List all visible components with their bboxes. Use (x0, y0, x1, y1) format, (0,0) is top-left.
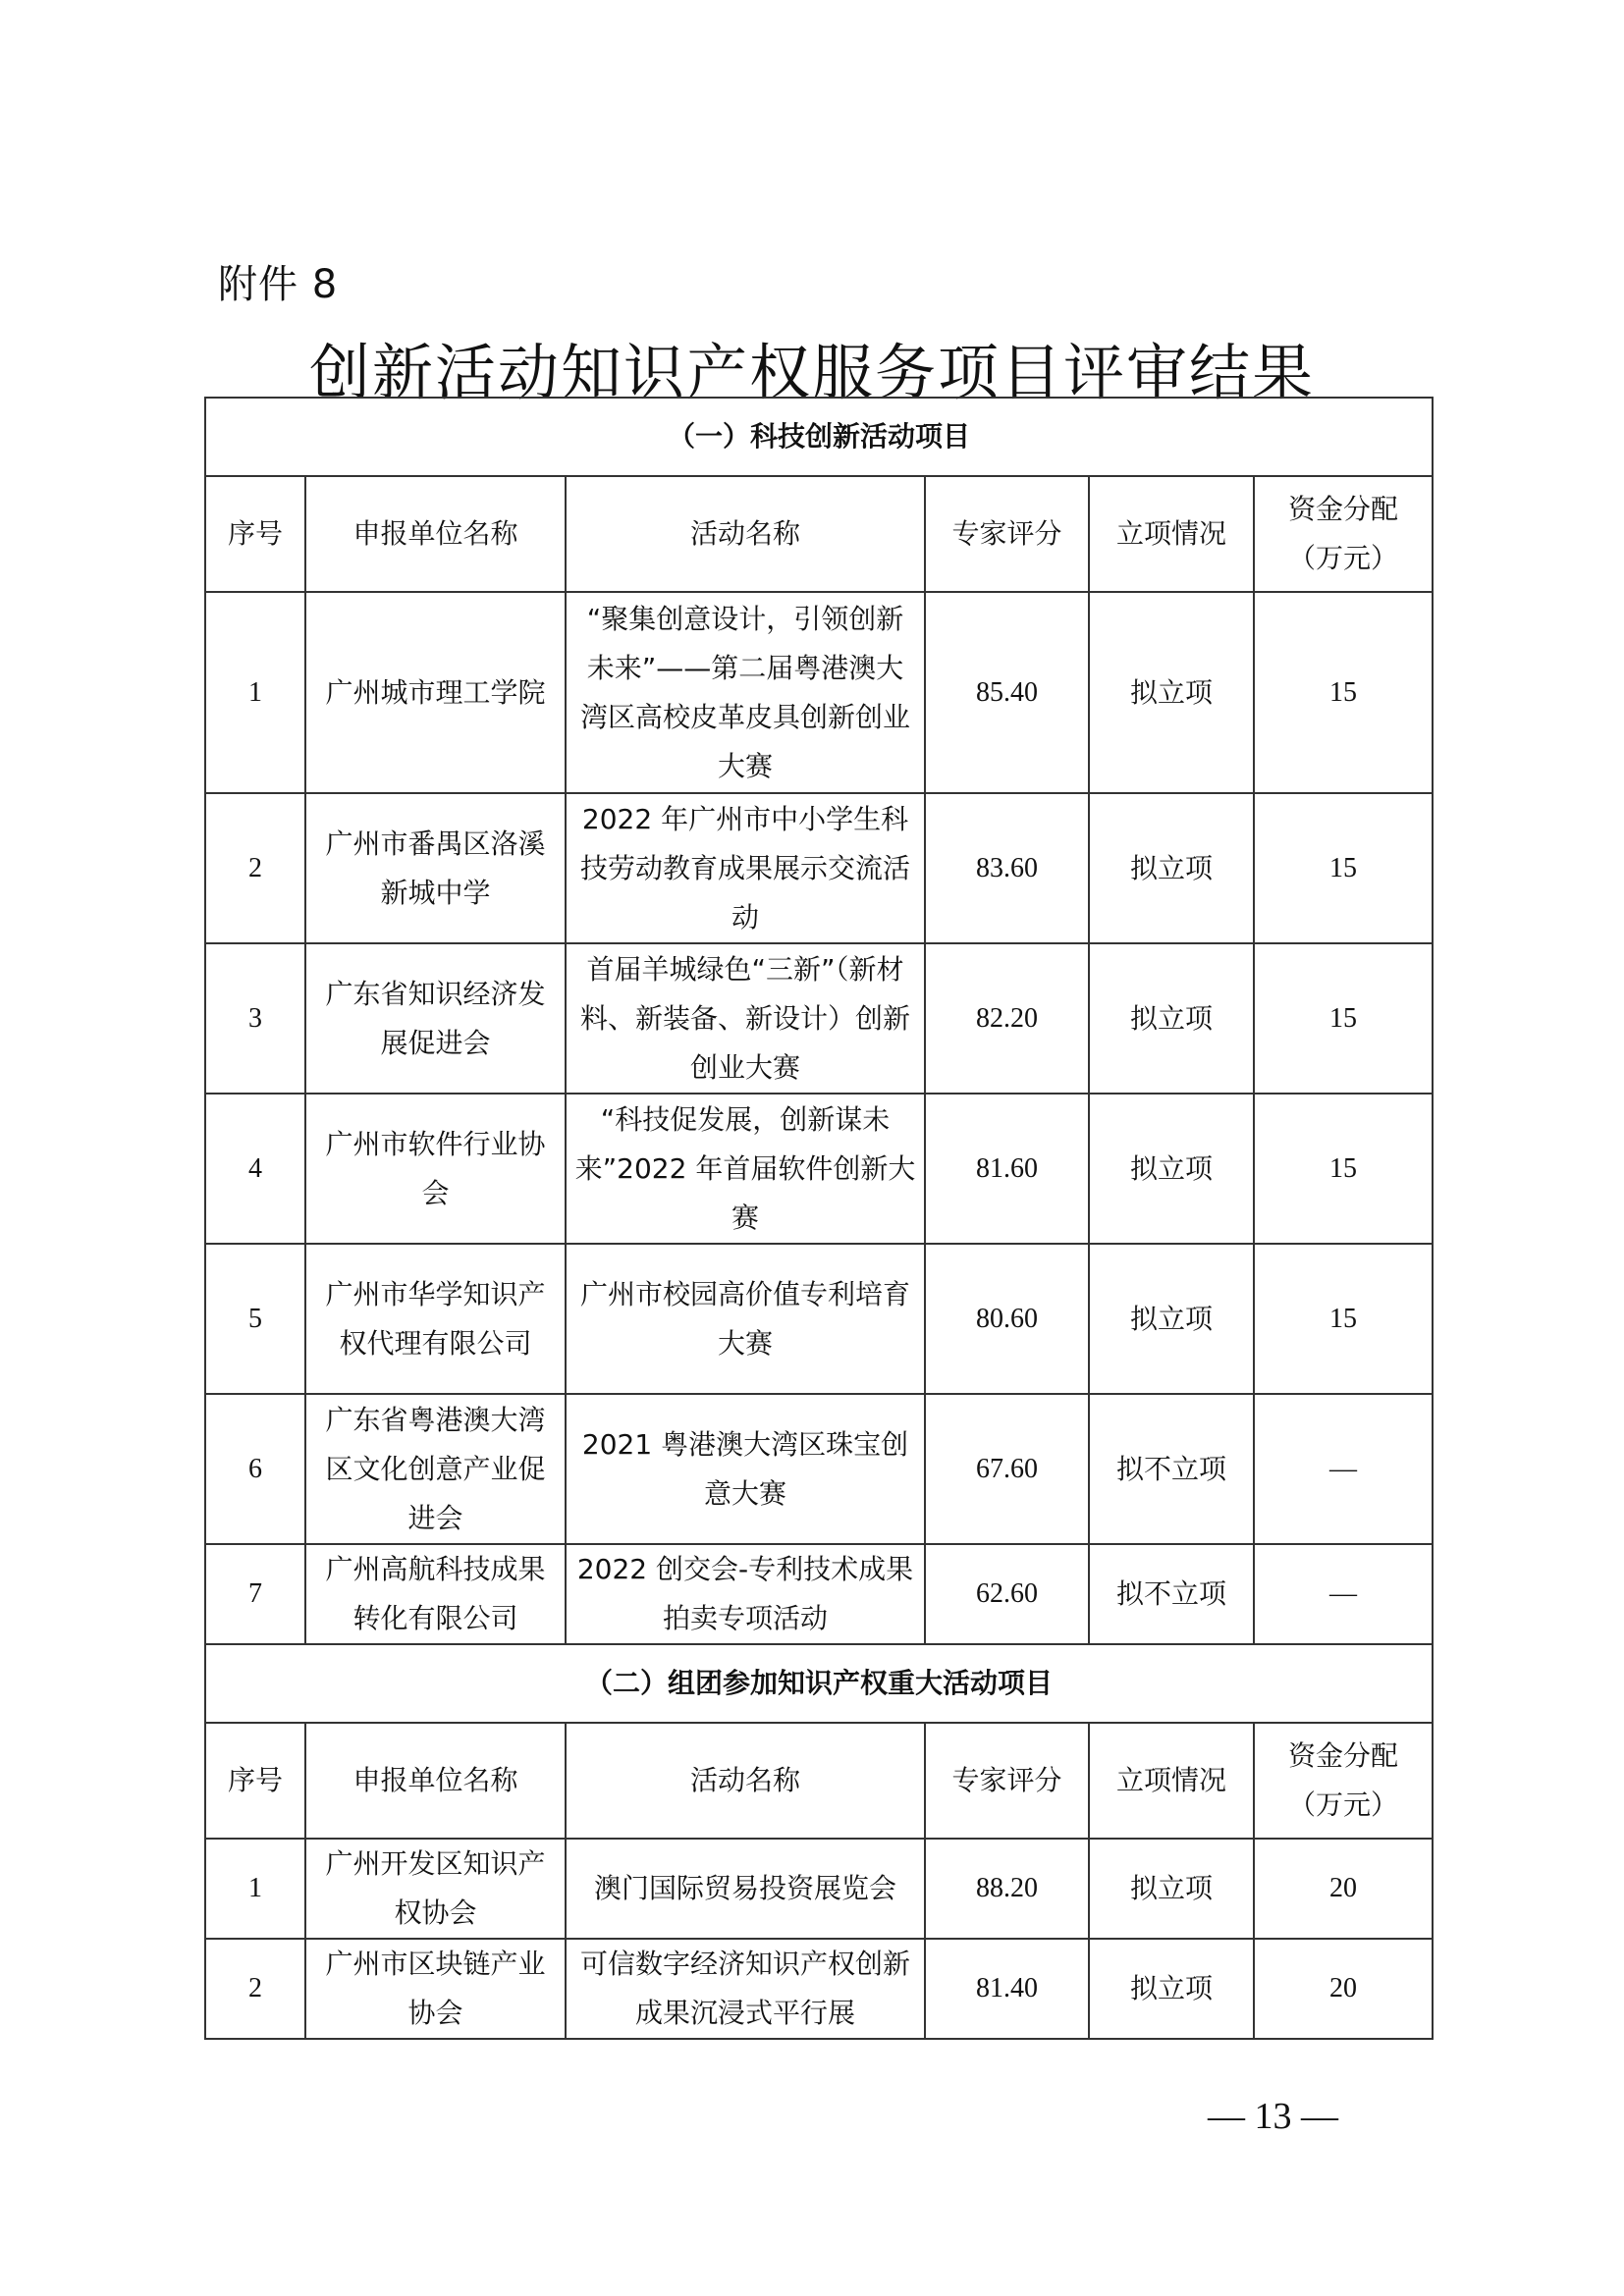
cell-no: 7 (205, 1544, 305, 1644)
cell-unit: 广州城市理工学院 (305, 592, 566, 793)
table-row (205, 592, 1433, 793)
cell-fund: 15 (1254, 943, 1433, 1094)
table-row (205, 1094, 1433, 1244)
table-row (205, 1544, 1433, 1644)
attachment-label: 附件 8 (218, 262, 339, 307)
col-header-unit: 申报单位名称 (305, 1723, 566, 1839)
cell-status: 拟立项 (1089, 943, 1254, 1094)
cell-score: 81.40 (925, 1939, 1089, 2039)
cell-status: 拟不立项 (1089, 1394, 1254, 1544)
cell-status: 拟立项 (1089, 793, 1254, 943)
table-row (205, 1394, 1433, 1544)
cell-activity: 首届羊城绿色“三新”（新材料、新装备、新设计）创新创业大赛 (566, 943, 925, 1094)
col-header-activity: 活动名称 (566, 1723, 925, 1839)
cell-no: 2 (205, 793, 305, 943)
cell-fund: 15 (1254, 1094, 1433, 1244)
cell-activity: “科技促发展，创新谋未来”2022 年首届软件创新大赛 (566, 1094, 925, 1244)
cell-unit: 广州市番禺区洛溪新城中学 (305, 793, 566, 943)
col-header-score: 专家评分 (925, 476, 1089, 592)
cell-status: 拟立项 (1089, 1244, 1254, 1394)
cell-fund: — (1254, 1544, 1433, 1644)
cell-activity: 2022 创交会-专利技术成果拍卖专项活动 (566, 1544, 925, 1644)
cell-status: 拟立项 (1089, 1094, 1254, 1244)
cell-no: 2 (205, 1939, 305, 2039)
cell-unit: 广州市华学知识产权代理有限公司 (305, 1244, 566, 1394)
cell-unit: 广州开发区知识产权协会 (305, 1839, 566, 1939)
section-heading-row (205, 1644, 1433, 1723)
cell-score: 82.20 (925, 943, 1089, 1094)
col-header-score: 专家评分 (925, 1723, 1089, 1839)
cell-score: 62.60 (925, 1544, 1089, 1644)
page-number: — 13 — (1208, 2096, 1338, 2137)
col-header-no: 序号 (205, 1723, 305, 1839)
cell-fund: 20 (1254, 1839, 1433, 1939)
col-header-activity: 活动名称 (566, 476, 925, 592)
col-header-no: 序号 (205, 476, 305, 592)
cell-score: 85.40 (925, 592, 1089, 793)
cell-unit: 广州市软件行业协会 (305, 1094, 566, 1244)
cell-unit: 广东省粤港澳大湾区文化创意产业促进会 (305, 1394, 566, 1544)
cell-fund: 20 (1254, 1939, 1433, 2039)
cell-fund: 15 (1254, 592, 1433, 793)
cell-no: 1 (205, 592, 305, 793)
document-title: 创新活动知识产权服务项目评审结果 (308, 337, 1315, 408)
col-header-unit: 申报单位名称 (305, 476, 566, 592)
cell-no: 3 (205, 943, 305, 1094)
col-header-fund: 资金分配（万元） (1254, 476, 1433, 592)
cell-status: 拟立项 (1089, 592, 1254, 793)
cell-activity: 广州市校园高价值专利培育大赛 (566, 1244, 925, 1394)
section-heading-row (205, 398, 1433, 476)
cell-unit: 广州市区块链产业协会 (305, 1939, 566, 2039)
col-header-fund: 资金分配（万元） (1254, 1723, 1433, 1839)
cell-fund: 15 (1254, 793, 1433, 943)
cell-activity: 澳门国际贸易投资展览会 (566, 1839, 925, 1939)
cell-score: 88.20 (925, 1839, 1089, 1939)
cell-activity: “聚集创意设计，引领创新未来”——第二届粤港澳大湾区高校皮革皮具创新创业大赛 (566, 592, 925, 793)
cell-fund: 15 (1254, 1244, 1433, 1394)
cell-status: 拟立项 (1089, 1839, 1254, 1939)
cell-score: 81.60 (925, 1094, 1089, 1244)
cell-score: 67.60 (925, 1394, 1089, 1544)
cell-score: 80.60 (925, 1244, 1089, 1394)
cell-activity: 可信数字经济知识产权创新成果沉浸式平行展 (566, 1939, 925, 2039)
section-heading: （一）科技创新活动项目 (205, 398, 1433, 476)
table-row (205, 1244, 1433, 1394)
cell-no: 1 (205, 1839, 305, 1939)
table-row (205, 1839, 1433, 1939)
results-table (204, 397, 1434, 2040)
cell-unit: 广东省知识经济发展促进会 (305, 943, 566, 1094)
cell-activity: 2022 年广州市中小学生科技劳动教育成果展示交流活动 (566, 793, 925, 943)
cell-no: 5 (205, 1244, 305, 1394)
cell-score: 83.60 (925, 793, 1089, 943)
cell-status: 拟不立项 (1089, 1544, 1254, 1644)
cell-fund: — (1254, 1394, 1433, 1544)
table-row (205, 793, 1433, 943)
table-row (205, 943, 1433, 1094)
table-row (205, 1939, 1433, 2039)
cell-status: 拟立项 (1089, 1939, 1254, 2039)
cell-unit: 广州高航科技成果转化有限公司 (305, 1544, 566, 1644)
cell-no: 4 (205, 1094, 305, 1244)
col-header-status: 立项情况 (1089, 476, 1254, 592)
col-header-status: 立项情况 (1089, 1723, 1254, 1839)
header-row (205, 1723, 1433, 1839)
cell-activity: 2021 粤港澳大湾区珠宝创意大赛 (566, 1394, 925, 1544)
cell-no: 6 (205, 1394, 305, 1544)
section-heading: （二）组团参加知识产权重大活动项目 (205, 1644, 1433, 1723)
header-row (205, 476, 1433, 592)
